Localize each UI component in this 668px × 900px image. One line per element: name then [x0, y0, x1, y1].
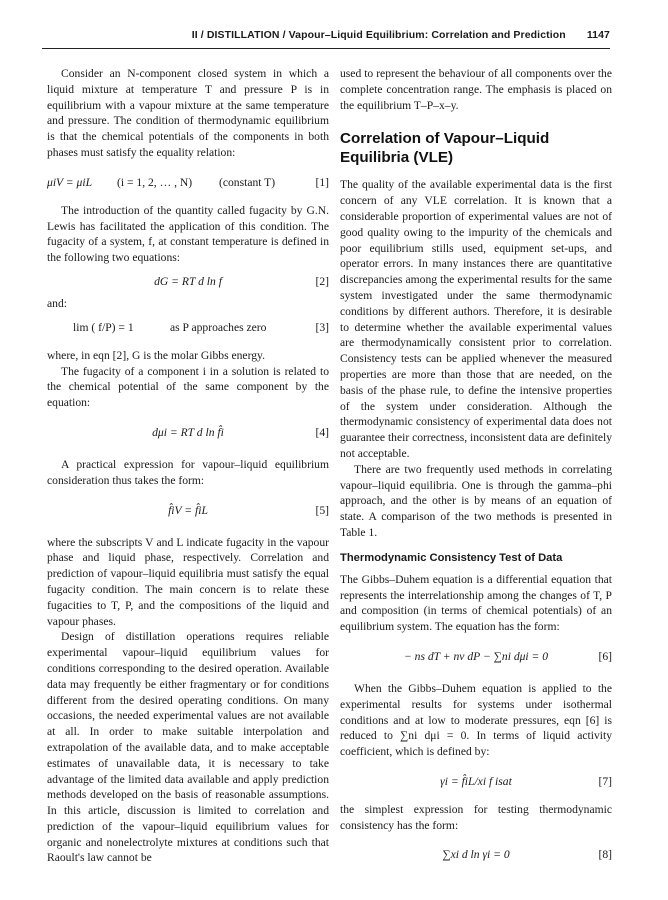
equation-7-body: γi = f̂iL/xi f isat — [440, 774, 512, 788]
equation-4 — [47, 425, 329, 441]
page-number: 1147 — [586, 29, 610, 41]
equation-number: [4] — [315, 425, 329, 439]
equation-2-body: dG = RT d ln f — [154, 274, 222, 288]
paragraph: There are two frequently used methods in correlating vapour–liquid equilibria. One is through the gamma–phi approach, and the other is by means of an equation of state. A comparison of the two methods is presented in Table 1. — [340, 462, 612, 539]
equation-1-constraint: (constant T) — [219, 175, 276, 189]
equation-number: [3] — [315, 320, 329, 334]
equation-2 — [47, 274, 329, 290]
paragraph: The fugacity of a component i in a solution is related to the chemical potential of the same component by the equation: — [47, 364, 329, 410]
equation-1-lhs: μiV = μiL — [47, 175, 93, 189]
right-column — [340, 66, 612, 863]
equation-1-condition: (i = 1, 2, … , N) — [117, 175, 193, 189]
paragraph: The Gibbs–Duhem equation is a differential equation that represents the interrelationship among the changes of T, P and composition (in terms of chemical potentials) of an equilibrium system. The equation has the form: — [340, 572, 612, 634]
equation-5 — [47, 503, 329, 519]
paragraph: Consider an N-component closed system in which a liquid mixture at temperature T and pressure P is in equilibrium with a vapour mixture at the same temperature and pressure. The condition of thermodynamic equilibrium is that the chemical potentials of the components in both phases must satisfy the equality relation: — [47, 67, 329, 159]
paragraph: where, in eqn [2], G is the molar Gibbs energy. — [47, 348, 265, 362]
section-heading: Correlation of Vapour–Liquid Equilibria (VLE) — [340, 130, 550, 167]
left-column — [47, 66, 329, 866]
equation-number: [7] — [598, 774, 612, 788]
equation-5-body: f̂iV = f̂iL — [168, 503, 208, 517]
running-title: II / DISTILLATION / Vapour–Liquid Equilibrium: Correlation and Prediction — [191, 29, 566, 41]
paragraph: The introduction of the quantity called fugacity by G.N. Lewis has facilitated the application of this condition. The fugacity of a system, f, at constant temperature is defined in the following two equations: — [47, 203, 329, 265]
paragraph: The quality of the available experimental data is the first concern of any VLE correlation. It is known that a considerable proportion of experimental values are not of good quality owing to the impurity of the chemicals and poor equilibrium stills used, equipment set-ups, and operator errors. In many instances there are quantitative discrepancies among the experimental results for the same system investigated under the same thermodynamic conditions by different authors. Therefore, it is desirable to determine whether the available experimental values are thermodynamically consistent prior to correlation. Consistency tests can be applied whenever the measured properties are more than those that are needed, on the basis of the phase rule, to define the intensive properties of the system under consideration. Although the thermodynamic consistency of experimental data does not guarantee their correctness, inconsistent data are definitely not acceptable. — [340, 178, 613, 460]
equation-7 — [340, 774, 612, 790]
equation-6-body: − ns dT + nv dP − ∑ni dμi = 0 — [403, 649, 549, 663]
paragraph: used to represent the behaviour of all components over the complete concentration range. The emphasis is placed on the equilibrium T–P–x–y. — [340, 67, 612, 112]
subsection-heading: Thermodynamic Consistency Test of Data — [340, 551, 563, 564]
equation-3 — [47, 320, 329, 336]
running-header — [42, 28, 610, 49]
equation-number: [5] — [315, 503, 329, 517]
connector-text: and: — [47, 296, 67, 310]
equation-3-condition: as P approaches zero — [170, 320, 267, 334]
equation-8 — [340, 847, 612, 863]
equation-4-body: dμi = RT d ln f̂i — [152, 425, 224, 439]
equation-number: [8] — [598, 848, 612, 862]
paragraph: the simplest expression for testing thermodynamic consistency has the form: — [340, 802, 612, 832]
paragraph: When the Gibbs–Duhem equation is applied to the experimental results for systems under isothermal conditions and at low to moderate pressures, eqn [6] is reduced to ∑ni dμi = 0. In terms of liquid activity coefficient, which is defined by: — [340, 681, 612, 759]
equation-8-body: ∑xi d ln γi = 0 — [442, 848, 510, 862]
equation-3-lhs: lim ( f/P) = 1 — [73, 320, 134, 334]
paragraph: Design of distillation operations requires reliable experimental vapour–liquid equilibrium values for conditions corresponding to the desired operation. Available data may frequently be either fragmentary or for conditions different from the desired operating conditions. On many occasions, the needed experimental values are not available at all. In order to make suitable interpolation and extrapolation of the available data, and to make acceptable estimates of unavailable data, it is necessary to take advantage of the limited data available and apply prediction methods developed on the basis of reasonable assumptions. In this article, discussion is limited to correlation and prediction of the vapour–liquid equilibrium values for organic and nonelectrolyte mixtures at conditions such that Raoult's law cannot be — [47, 630, 329, 865]
equation-number: [1] — [315, 175, 329, 189]
equation-number: [6] — [598, 649, 612, 663]
equation-1 — [47, 175, 329, 191]
paragraph: where the subscripts V and L indicate fugacity in the vapour phase and liquid phase, respectively. Correlation and prediction of vapour–liquid equilibria must satisfy the equal fugacity condition. The main concern is to relate these fugacities to T, P, and the compositions of the liquid and vapour phases. — [47, 535, 329, 628]
equation-6 — [340, 649, 612, 665]
paragraph: A practical expression for vapour–liquid equilibrium consideration thus takes the form: — [47, 457, 329, 487]
equation-number: [2] — [315, 274, 329, 288]
